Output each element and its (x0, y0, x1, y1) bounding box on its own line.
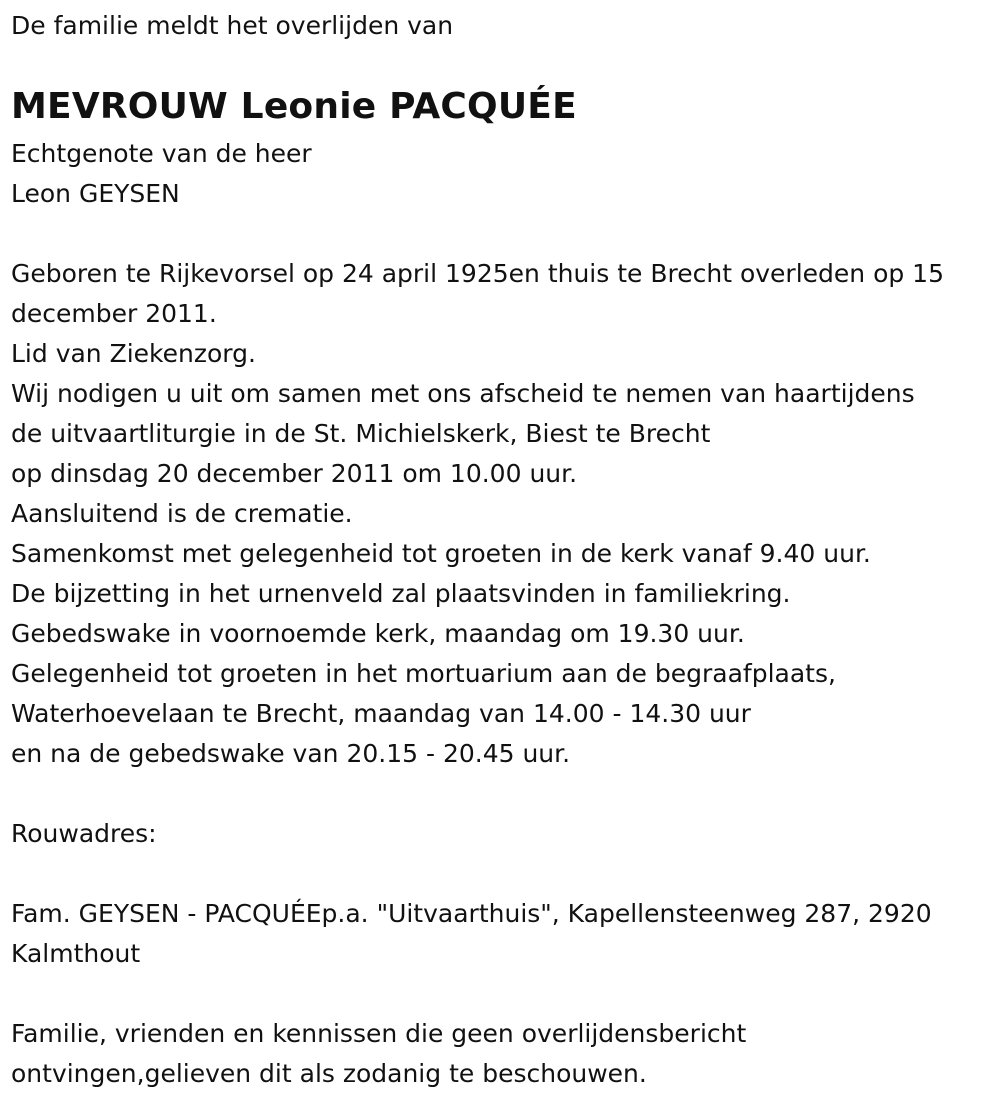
closing-line-1: Familie, vrienden en kennissen die geen overlijdensbericht (11, 1019, 747, 1048)
spacer (11, 774, 990, 814)
body-line: De bijzetting in het urnenveld zal plaatsvinden in familiekring. (11, 579, 791, 608)
body-line: Geboren te Rijkevorsel op 24 april 1925en thuis te Brecht overleden op 15 (11, 259, 944, 288)
body-line: Lid van Ziekenzorg. (11, 339, 256, 368)
spacer (11, 214, 990, 254)
intro-text: De familie meldt het overlijden van (11, 11, 454, 40)
body-line: Gebedswake in voornoemde kerk, maandag om 19.30 uur. (11, 619, 745, 648)
notice-body (11, 254, 990, 774)
body-line: december 2011. (11, 299, 217, 328)
body-line: Wij nodigen u uit om samen met ons afscheid te nemen van haartijdens (11, 379, 915, 408)
body-line: op dinsdag 20 december 2011 om 10.00 uur. (11, 459, 578, 488)
body-line: Samenkomst met gelegenheid tot groeten in de kerk vanaf 9.40 uur. (11, 539, 871, 568)
spouse-line-1: Echtgenote van de heer (11, 139, 312, 168)
spacer (11, 974, 990, 1014)
body-line: Gelegenheid tot groeten in het mortuarium aan de begraafplaats, (11, 659, 836, 688)
deceased-name: MEVROUW Leonie PACQUÉE (11, 86, 577, 127)
spacer (11, 854, 990, 894)
closing-line-2: ontvingen,gelieven dit als zodanig te beschouwen. (11, 1059, 647, 1088)
body-line: Waterhoevelaan te Brecht, maandag van 14.00 - 14.30 uur (11, 699, 751, 728)
body-line: Aansluitend is de crematie. (11, 499, 353, 528)
address-label: Rouwadres: (11, 819, 157, 848)
body-line: de uitvaartliturgie in de St. Michielskerk, Biest te Brecht (11, 419, 711, 448)
address-line-2: Kalmthout (11, 939, 141, 968)
address-line-1: Fam. GEYSEN - PACQUÉEp.a. "Uitvaarthuis", Kapellensteenweg 287, 2920 (11, 899, 932, 928)
spouse-line-2: Leon GEYSEN (11, 179, 180, 208)
body-line: en na de gebedswake van 20.15 - 20.45 uur. (11, 739, 571, 768)
